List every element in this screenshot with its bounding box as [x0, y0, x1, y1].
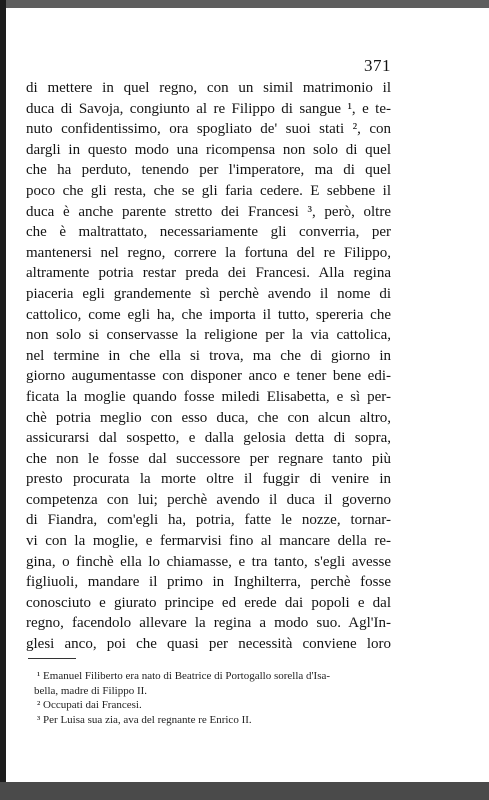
footnotes: [34, 669, 374, 727]
text-line: che non le fosse dal successore per regnare tanto più: [26, 450, 391, 467]
text-line: duca è anche parente stretto dei Francesi ³, però, oltre: [26, 203, 391, 220]
text-line: poco che gli resta, che se gli faria cedere. E sebbene il: [26, 182, 391, 199]
text-line: di Fiandra, com'egli ha, potria, fatte le nozze, tornar-: [26, 512, 391, 529]
text-line: ficata la moglie quando fosse miledi Elisabetta, e sì per-: [26, 388, 391, 405]
text-line: che ha perduto, tenendo per l'imperatore, ma di quel: [26, 162, 391, 179]
text-line: assicurarsi dal sospetto, e dalla gelosia detta di sopra,: [26, 430, 391, 447]
text-line: glesi anco, poi che quasi per necessità conviene loro: [26, 636, 391, 653]
text-line: chè potria meglio con esso duca, che con alcun altro,: [26, 409, 391, 426]
text-line: nel termine in che ella si trova, ma che di giorno in: [26, 347, 391, 364]
text-line: nuto confidentissimo, ora spogliato de' suoi stati ², con: [26, 121, 391, 138]
footnote-line: ¹ Emanuel Filiberto era nato di Beatrice di Portogallo sorella d'Isa-: [37, 670, 331, 682]
page-number: 371: [364, 56, 391, 75]
body-text: [26, 78, 391, 655]
text-line: cattolico, come egli ha, che importa il tutto, spereria che: [26, 306, 391, 323]
text-line: duca di Savoja, congiunto al re Filippo di sangue ¹, e te-: [26, 100, 391, 117]
text-line: figliuoli, mandare il primo in Inghilterra, perchè fosse: [26, 574, 391, 591]
text-line: gina, o finchè ella lo chiamasse, e tra tanto, s'egli avesse: [26, 553, 391, 570]
text-line: non solo si conservasse la religione per la via cattolica,: [26, 327, 391, 344]
book-page: [6, 8, 489, 782]
text-line: presto procurata la morte oltre il fuggir di venire in: [26, 471, 391, 488]
text-line: competenza con lui; perchè avendo il duca il governo: [26, 491, 391, 508]
text-line: mantenersi nel regno, correre la fortuna del re Filippo,: [26, 244, 391, 261]
text-line: altramente potria restar preda dei Francesi. Alla regina: [26, 265, 391, 282]
scan-bottom-edge: [0, 782, 489, 800]
text-line: conosciuto e giurato principe ed erede dai popoli e dal: [26, 594, 391, 611]
text-line: che è maltrattato, necessariamente gli converria, per: [26, 224, 391, 241]
scan-top-edge: [0, 0, 489, 8]
footnote-line: bella, madre di Filippo II.: [34, 684, 148, 697]
footnote-divider: [28, 658, 76, 659]
text-line: regno, facendolo allevare la regina a modo suo. Agl'In-: [26, 615, 391, 632]
text-line: di mettere in quel regno, con un simil matrimonio il: [26, 80, 391, 96]
footnote-line: ³ Per Luisa sua zia, ava del regnante re Enrico II.: [37, 713, 252, 726]
text-line: giorno augumentasse con disponer anco e tener bene edi-: [26, 368, 391, 385]
text-line: vi con la moglie, e fermarvisi fino al mancare della re-: [26, 533, 391, 550]
footnote-line: ² Occupati dai Francesi.: [37, 699, 142, 711]
text-line: piaceria egli grandemente sì perchè avendo il nome di: [26, 285, 391, 302]
text-line: dargli in questo modo una ricompensa non solo di quel: [26, 141, 391, 158]
